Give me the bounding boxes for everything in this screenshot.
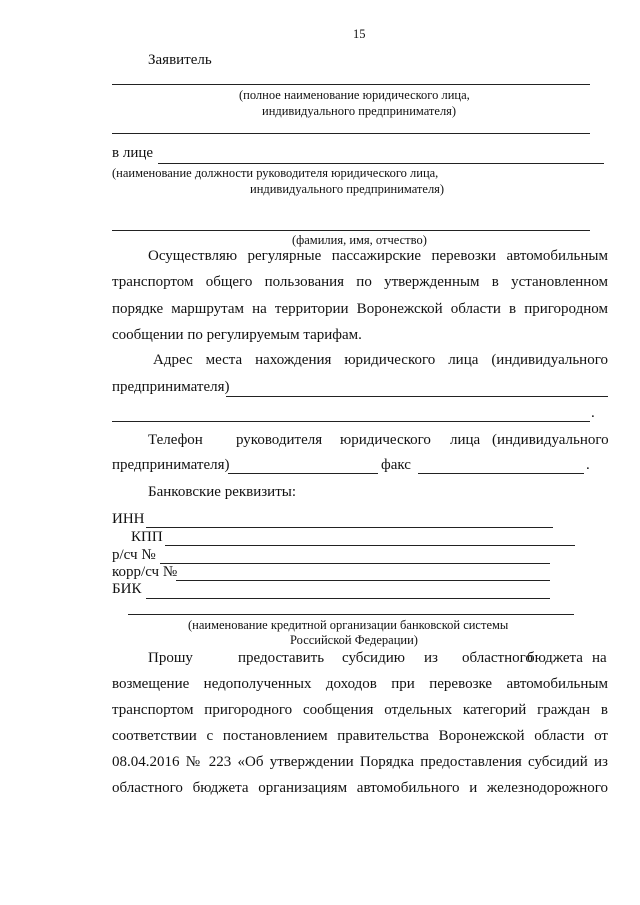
request-word-3: субсидию — [342, 650, 405, 666]
request-line-5: 08.04.2016 № 223 «Об утверждении Порядка предоставления субсидий из — [112, 754, 608, 770]
korr-label: корр/сч № — [112, 564, 178, 580]
rs-label: р/сч № — [112, 547, 156, 563]
phone-word-1: Телефон — [148, 432, 203, 448]
address-period: . — [591, 405, 595, 421]
phone-word-2: руководителя — [236, 432, 323, 448]
kpp-label: КПП — [131, 529, 163, 545]
address-line-1: Адрес места нахождения юридического лица (индивидуального — [153, 352, 608, 368]
phone-word-3: юридического — [340, 432, 431, 448]
paragraph-1-line-1: Осуществляю регулярные пассажирские перевозки автомобильным — [148, 248, 608, 264]
address-line-2: предпринимателя) — [112, 379, 230, 395]
request-word-4: из — [424, 650, 438, 666]
position-caption-1: (наименование должности руководителя юридического лица, — [112, 166, 439, 180]
phone-input-line[interactable] — [228, 473, 378, 474]
in-person-label: в лице — [112, 145, 154, 161]
kpp-input-line[interactable] — [165, 545, 575, 546]
request-line-6: областного бюджета организациям автомобильного и железнодорожного — [112, 780, 608, 796]
fio-caption: (фамилия, имя, отчество) — [292, 233, 427, 247]
position-line[interactable] — [158, 163, 604, 164]
org-caption-2: индивидуального предпринимателя) — [262, 104, 457, 118]
request-word-1: Прошу — [148, 650, 193, 666]
request-line-4: соответствии с постановлением правительства Воронежской области от — [112, 728, 608, 744]
request-word-7: на — [592, 650, 607, 666]
request-line-3: транспортом пригородного сообщения отдельных категорий граждан в — [112, 702, 608, 718]
fax-label: факс — [381, 457, 411, 473]
rs-input-line[interactable] — [160, 563, 550, 564]
bik-input-line[interactable] — [146, 598, 550, 599]
bank-name-line[interactable] — [128, 614, 574, 615]
bik-label: БИК — [112, 581, 142, 597]
request-word-2: предоставить — [238, 650, 325, 666]
paragraph-1-line-3: порядке маршрутам на территории Воронежской области в пригородном — [112, 301, 608, 317]
fio-line[interactable] — [112, 230, 590, 231]
page-number: 15 — [353, 27, 366, 41]
inn-label: ИНН — [112, 511, 145, 527]
phone-word-5: (индивидуального — [492, 432, 609, 448]
org-caption-1: (полное наименование юридического лица, — [239, 88, 470, 102]
bank-caption-2: Российской Федерации) — [290, 633, 418, 647]
address-input-line[interactable] — [226, 396, 608, 397]
paragraph-1-line-4: сообщении по регулируемым тарифам. — [112, 327, 362, 343]
applicant-name-line[interactable] — [112, 84, 590, 85]
address-input-line-2[interactable] — [112, 421, 590, 422]
fax-period: . — [586, 457, 590, 473]
phone-word-4: лица — [450, 432, 481, 448]
bank-details-label: Банковские реквизиты: — [148, 484, 297, 500]
inn-input-line[interactable] — [146, 527, 553, 528]
phone-label-2: предпринимателя) — [112, 457, 230, 473]
paragraph-1-line-2: транспортом общего пользования по утвержденным в установленном — [112, 274, 608, 290]
applicant-name-line-2[interactable] — [112, 133, 590, 134]
fax-input-line[interactable] — [418, 473, 584, 474]
request-word-6: бюджета — [527, 650, 583, 666]
applicant-label: Заявитель — [148, 52, 212, 68]
request-word-5: областного — [462, 650, 533, 666]
request-line-2: возмещение недополученных доходов при перевозке автомобильным — [112, 676, 608, 692]
position-caption-2: индивидуального предпринимателя) — [250, 182, 445, 196]
bank-caption-1: (наименование кредитной организации банковской системы — [188, 618, 509, 632]
korr-input-line[interactable] — [176, 580, 550, 581]
